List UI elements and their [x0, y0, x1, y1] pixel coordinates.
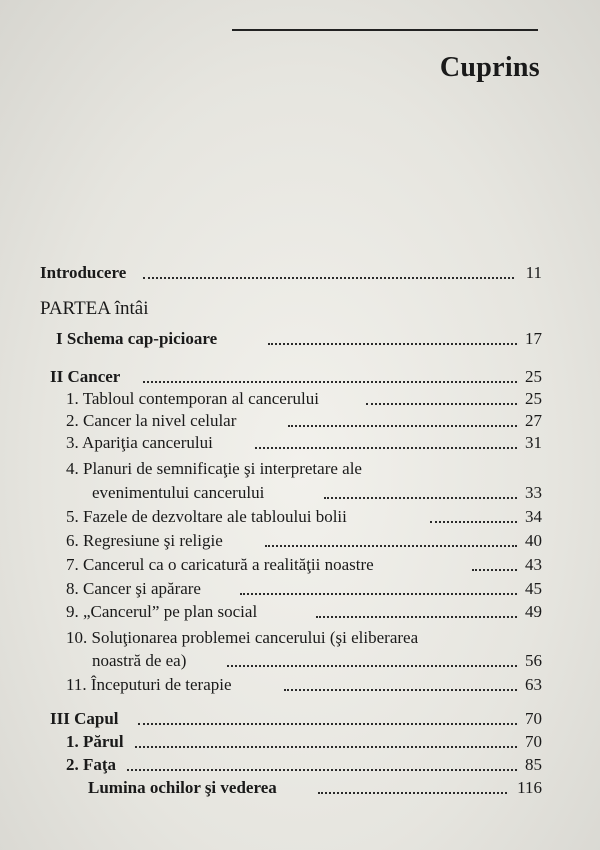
toc-entry-page: 27	[525, 411, 542, 430]
toc-entry-label: 1. Părul	[66, 732, 124, 751]
toc-entry-page: 34	[525, 507, 542, 526]
toc-entry-3-3[interactable]	[0, 777, 600, 799]
toc-entry-2-10-line1: 10. Soluţionarea problemei cancerului (şi eliberarea	[66, 628, 419, 647]
leader-dots	[265, 525, 517, 547]
leader-dots	[143, 361, 517, 383]
toc-entry-label: evenimentului cancerului	[92, 483, 265, 502]
toc-entry-label: noastră de ea)	[92, 651, 187, 670]
toc-entry-label: Lumina ochilor şi vederea	[88, 778, 277, 797]
toc-entry-page: 70	[525, 732, 542, 751]
toc-entry-page: 11	[525, 263, 542, 282]
leader-dots	[472, 549, 517, 571]
leader-dots	[255, 427, 517, 449]
toc-entry-label: II Cancer	[50, 367, 121, 386]
leader-dots	[127, 749, 517, 771]
leader-dots	[268, 323, 517, 345]
toc-entry-page: 49	[525, 602, 542, 621]
leader-dots	[430, 501, 517, 523]
page-title: Cuprins	[439, 52, 540, 83]
toc-entry-page: 33	[525, 483, 542, 502]
leader-dots	[288, 405, 517, 427]
toc-entry-chapter-1[interactable]	[0, 328, 600, 350]
toc-entry-page: 31	[525, 433, 542, 452]
leader-dots	[135, 726, 517, 748]
toc-entry-label: I Schema cap-picioare	[56, 329, 218, 348]
toc-entry-label: 2. Faţa	[66, 755, 117, 774]
toc-entry-label: 6. Regresiune şi religie	[66, 531, 223, 550]
leader-dots	[366, 383, 517, 405]
toc-entry-label: Introducere	[40, 263, 127, 282]
part-heading: PARTEA întâi	[40, 298, 149, 319]
toc-entry-page: 63	[525, 675, 542, 694]
leader-dots	[143, 257, 514, 279]
leader-dots	[240, 573, 517, 595]
toc-entry-page: 43	[525, 555, 542, 574]
toc-entry-label: 1. Tabloul contemporan al cancerului	[66, 389, 319, 408]
toc-entry-introduction[interactable]	[0, 262, 600, 284]
toc-entry-2-4-line1: 4. Planuri de semnificaţie şi interpretare ale	[66, 459, 362, 478]
toc-entry-label: III Capul	[50, 709, 119, 728]
toc-entry-page: 45	[525, 579, 542, 598]
toc-entry-page: 25	[525, 389, 542, 408]
toc-entry-page: 17	[525, 329, 542, 348]
toc-entry-2-9[interactable]	[0, 601, 600, 623]
leader-dots	[138, 703, 517, 725]
leader-dots	[227, 645, 517, 667]
leader-dots	[324, 477, 517, 499]
leader-dots	[318, 772, 507, 794]
toc-entry-2-11[interactable]	[0, 674, 600, 696]
toc-entry-page: 40	[525, 531, 542, 550]
toc-entry-label: 11. Începuturi de terapie	[66, 675, 232, 694]
toc-entry-2-3[interactable]	[0, 432, 600, 454]
toc-entry-page: 25	[525, 367, 542, 386]
toc-entry-label: 5. Fazele de dezvoltare ale tabloului bolii	[66, 507, 347, 526]
toc-entry-label: 8. Cancer şi apărare	[66, 579, 201, 598]
toc-entry-page: 70	[525, 709, 542, 728]
toc-entry-page: 56	[525, 651, 542, 670]
toc-entry-page: 85	[525, 755, 542, 774]
toc-entry-label: 7. Cancerul ca o caricatură a realităţii noastre	[66, 555, 374, 574]
toc-entry-label: 9. „Cancerul” pe plan social	[66, 602, 258, 621]
toc-entry-page: 116	[517, 778, 542, 797]
toc-entry-label: 2. Cancer la nivel celular	[66, 411, 237, 430]
leader-dots	[316, 596, 517, 618]
leader-dots	[284, 669, 517, 691]
toc-entry-label: 3. Apariţia cancerului	[66, 433, 213, 452]
toc-entry-3-2[interactable]	[0, 754, 600, 776]
